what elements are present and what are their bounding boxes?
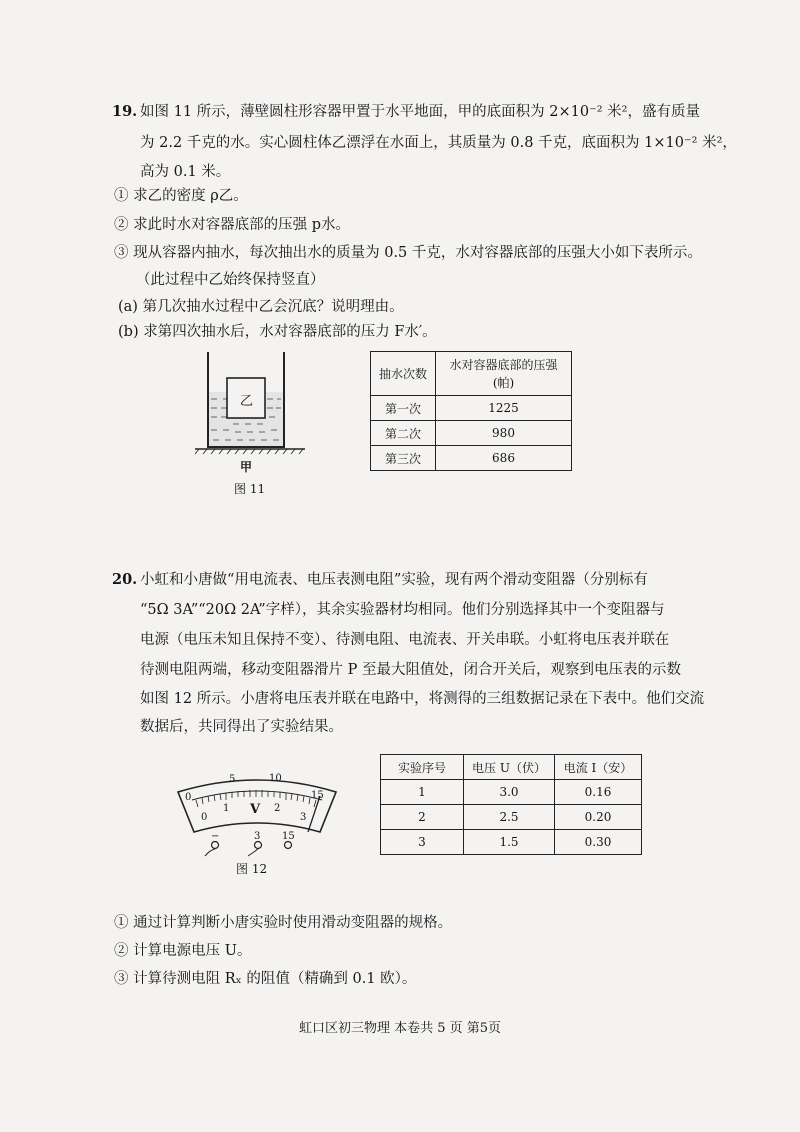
- q19-row2-pressure: 980: [436, 421, 572, 446]
- q19-sub3: ③ 现从容器内抽水，每次抽出水的质量为 0.5 千克，水对容器底部的压强大小如下表所示。: [114, 245, 702, 261]
- q20-stem-line-1: 小虹和小唐做“用电流表、电压表测电阻”实验，现有两个滑动变阻器（分别标有: [140, 572, 648, 588]
- q20-row1-voltage: 3.0: [464, 780, 555, 805]
- q20-row3-index: 3: [381, 830, 464, 855]
- page-footer: 虹口区初三物理 本卷共 5 页 第5页: [298, 1021, 502, 1036]
- q19-sub-a: (a) 第几次抽水过程中乙会沉底？说明理由。: [118, 299, 404, 315]
- q19-row1-count: 第一次: [371, 396, 436, 421]
- figure-11-caption: 图 11: [234, 482, 266, 496]
- terminal-label-3: 3: [254, 831, 261, 842]
- terminal-15: [285, 842, 292, 849]
- table-row: [371, 421, 572, 446]
- table-row: [381, 830, 642, 855]
- q20-table-header-voltage: 电压 U（伏）: [464, 755, 555, 780]
- q20-sub1: ① 通过计算判断小唐实验时使用滑动变阻器的规格。: [114, 915, 453, 931]
- voltmeter-scale-label-15: 15: [311, 790, 324, 801]
- q19-sub1: ① 求乙的密度 ρ乙。: [114, 188, 248, 204]
- figure-11-container-diagram: [195, 352, 315, 482]
- q20-stem-line-6: 数据后，共同得出了实验结果。: [140, 719, 343, 735]
- voltmeter-scale-label-2: 2: [274, 803, 281, 814]
- q20-table-header-current: 电流 I（安）: [555, 755, 642, 780]
- block-yi-label: 乙: [240, 394, 254, 409]
- q20-row2-voltage: 2.5: [464, 805, 555, 830]
- q20-row2-index: 2: [381, 805, 464, 830]
- q19-table-header-count: 抽水次数: [371, 352, 436, 396]
- q19-sub-b: (b) 求第四次抽水后，水对容器底部的压力 F水′。: [118, 324, 437, 340]
- voltmeter-scale-label-0-top: 0: [185, 792, 192, 803]
- q20-data-table: [380, 754, 642, 855]
- figure-12-caption: 图 12: [236, 862, 268, 876]
- voltmeter-scale-label-3: 3: [300, 812, 307, 823]
- q20-stem-line-3: 电源（电压未知且保持不变）、待测电阻、电流表、开关串联。小虹将电压表并联在: [140, 632, 670, 648]
- table-row: [381, 780, 642, 805]
- voltmeter-scale-label-1: 1: [223, 803, 230, 814]
- q19-row1-pressure: 1225: [436, 396, 572, 421]
- q19-table-header-pressure: 水对容器底部的压强 (帕): [436, 352, 572, 396]
- q19-row3-pressure: 686: [436, 446, 572, 471]
- q19-row3-count: 第三次: [371, 446, 436, 471]
- q19-sub3-note: （此过程中乙始终保持竖直）: [136, 272, 325, 288]
- q19-stem-line-2: 为 2.2 千克的水。实心圆柱体乙漂浮在水面上，其质量为 0.8 千克，底面积为 1×10⁻² 米²，: [140, 135, 737, 151]
- q19-sub2: ② 求此时水对容器底部的压强 p水。: [114, 217, 350, 233]
- q20-row3-voltage: 1.5: [464, 830, 555, 855]
- q19-number: 19.: [112, 103, 138, 120]
- q20-stem-line-4: 待测电阻两端，移动变阻器滑片 P 至最大阻值处，闭合开关后，观察到电压表的示数: [140, 662, 681, 678]
- terminal-label-negative: −: [211, 831, 220, 842]
- voltmeter-unit-label: V: [250, 802, 261, 817]
- q20-table-header-index: 实验序号: [381, 755, 464, 780]
- container-jia-label: 甲: [240, 460, 253, 474]
- table-row: [371, 396, 572, 421]
- voltmeter-scale-label-10: 10: [269, 773, 282, 784]
- q19-stem-line-1: 如图 11 所示，薄壁圆柱形容器甲置于水平地面，甲的底面积为 2×10⁻² 米²，盛有质量: [140, 104, 700, 120]
- q20-sub3: ③ 计算待测电阻 Rₓ 的阻值（精确到 0.1 欧）。: [114, 971, 417, 987]
- q19-row2-count: 第二次: [371, 421, 436, 446]
- table-row: [381, 805, 642, 830]
- q20-number: 20.: [112, 571, 138, 588]
- terminal-label-15: 15: [282, 831, 295, 842]
- table-row: [371, 446, 572, 471]
- q20-row2-current: 0.20: [555, 805, 642, 830]
- terminal-negative: [212, 842, 219, 849]
- q20-row1-index: 1: [381, 780, 464, 805]
- q20-stem-line-2: “5Ω 3A”“20Ω 2A”字样），其余实验器材均相同。他们分别选择其中一个变阻器与: [140, 602, 665, 618]
- q20-sub2: ② 计算电源电压 U。: [114, 943, 252, 959]
- q20-stem-line-5: 如图 12 所示。小唐将电压表并联在电路中，将测得的三组数据记录在下表中。他们交流: [140, 691, 705, 707]
- q19-stem-line-3: 高为 0.1 米。: [140, 164, 231, 180]
- voltmeter-scale-label-0: 0: [201, 812, 208, 823]
- voltmeter-scale-label-5: 5: [229, 774, 236, 785]
- terminal-3: [255, 842, 262, 849]
- q20-row1-current: 0.16: [555, 780, 642, 805]
- q20-row3-current: 0.30: [555, 830, 642, 855]
- q19-pressure-table: [370, 351, 572, 471]
